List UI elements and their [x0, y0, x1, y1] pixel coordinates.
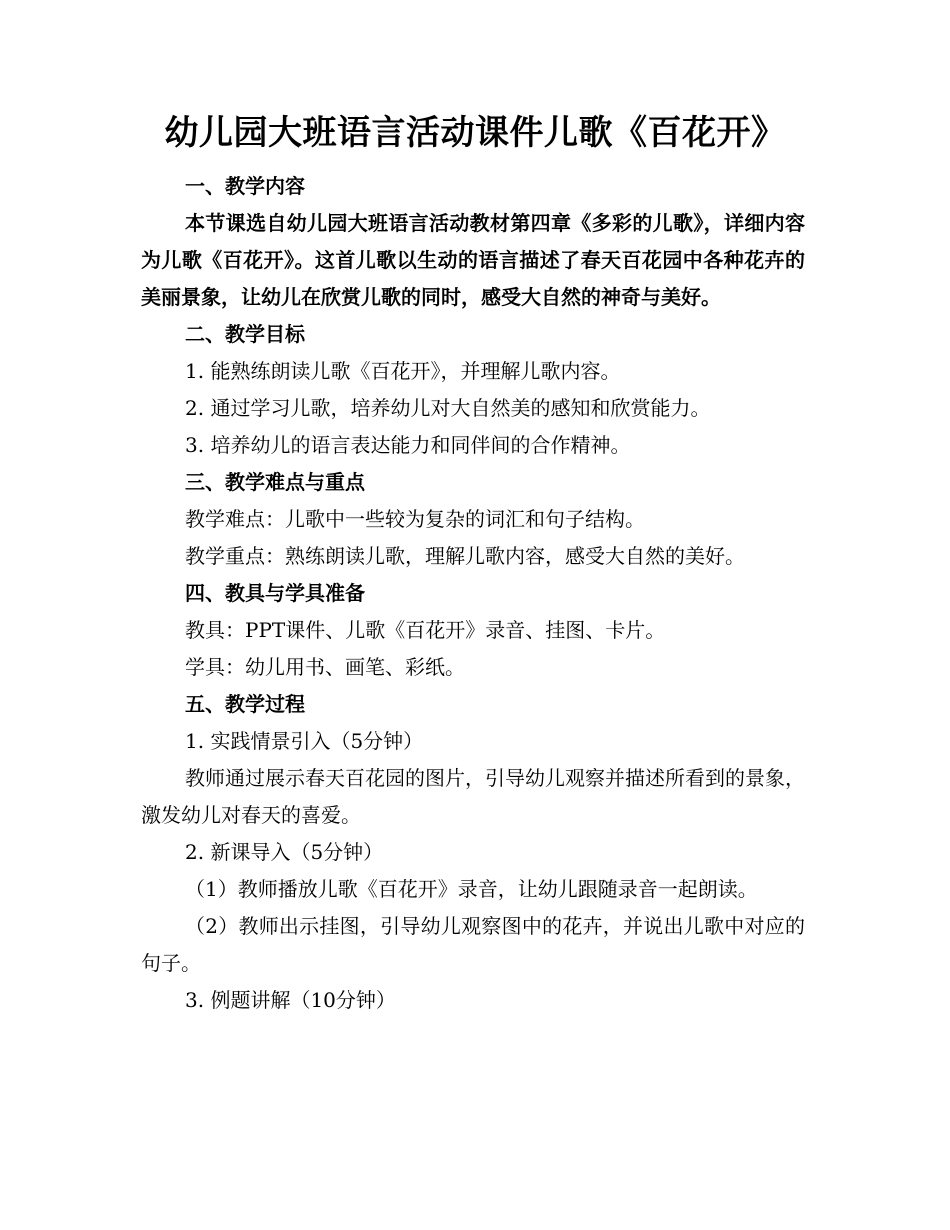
section-heading-difficulty: 三、教学难点与重点: [185, 470, 365, 494]
difficulty-text: 教学难点：儿歌中一些较为复杂的词汇和句子结构。: [185, 507, 645, 531]
process-step-3: 3. 例题讲解（10分钟）: [185, 988, 396, 1012]
content-paragraph: 本节课选自幼儿园大班语言活动教材第四章《多彩的儿歌》，详细内容为儿歌《百花开》。这首儿歌以生动的语言描述了春天百花园中各种花卉的美丽景象，让幼儿在欣赏儿歌的同时，感受大自然的神奇与美好。: [141, 211, 805, 309]
process-step-2-b: （2）教师出示挂图，引导幼儿观察图中的花卉，并说出儿歌中对应的句子。: [141, 914, 805, 975]
objective-item-3: 3. 培养幼儿的语言表达能力和同伴间的合作精神。: [185, 433, 631, 457]
process-step-1: 1. 实践情景引入（5分钟）: [185, 729, 424, 753]
section-heading-process: 五、教学过程: [185, 692, 305, 716]
section-heading-content: 一、教学内容: [185, 174, 305, 198]
section-heading-objectives: 二、教学目标: [185, 322, 305, 346]
process-step-1-body: 教师通过展示春天百花园的图片，引导幼儿观察并描述所看到的景象，激发幼儿对春天的喜爱。: [141, 766, 805, 827]
section-heading-materials: 四、教具与学具准备: [185, 581, 365, 605]
document-title: 幼儿园大班语言活动课件儿歌《百花开》: [164, 113, 786, 153]
objective-item-1: 1. 能熟练朗读儿歌《百花开》，并理解儿歌内容。: [185, 359, 621, 383]
process-step-2: 2. 新课导入（5分钟）: [185, 840, 384, 864]
focus-text: 教学重点：熟练朗读儿歌，理解儿歌内容，感受大自然的美好。: [185, 544, 745, 568]
objective-item-2: 2. 通过学习儿歌，培养幼儿对大自然美的感知和欣赏能力。: [185, 396, 711, 420]
teacher-materials: 教具：PPT课件、儿歌《百花开》录音、挂图、卡片。: [185, 618, 666, 642]
document-body: [141, 168, 805, 1019]
process-step-2-a: （1）教师播放儿歌《百花开》录音，让幼儿跟随录音一起朗读。: [185, 877, 758, 901]
student-materials: 学具：幼儿用书、画笔、彩纸。: [185, 655, 465, 679]
